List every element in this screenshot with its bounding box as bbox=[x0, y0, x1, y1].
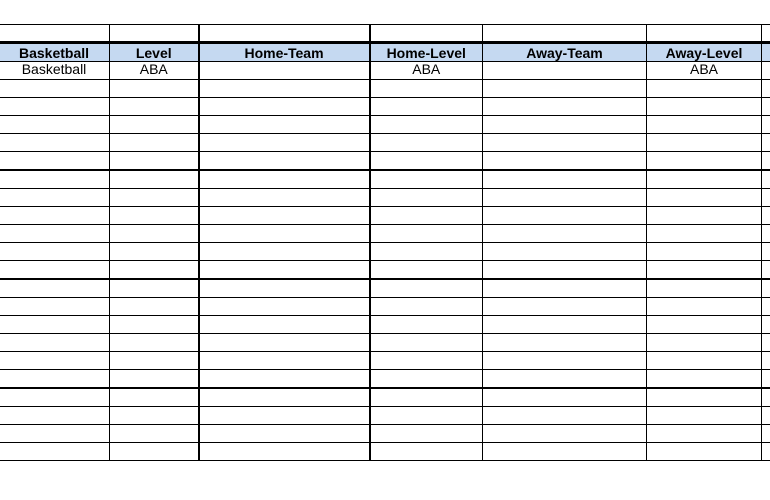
cell[interactable] bbox=[370, 352, 483, 370]
cell[interactable] bbox=[110, 207, 199, 225]
cell[interactable] bbox=[110, 352, 199, 370]
header-home-team[interactable]: Home-Team bbox=[199, 43, 370, 62]
cell[interactable] bbox=[199, 443, 370, 461]
header-basketball[interactable]: Basketball bbox=[0, 43, 110, 62]
cell[interactable] bbox=[110, 243, 199, 261]
cell-level[interactable]: ABA bbox=[110, 62, 199, 80]
top-blank-row bbox=[0, 25, 770, 43]
cell[interactable] bbox=[370, 425, 483, 443]
cell[interactable] bbox=[483, 134, 647, 152]
table-row bbox=[0, 316, 770, 334]
cell[interactable] bbox=[0, 134, 110, 152]
cell[interactable] bbox=[647, 261, 762, 280]
cell[interactable] bbox=[0, 98, 110, 116]
cell-home-team[interactable] bbox=[199, 62, 370, 80]
cell-extra[interactable] bbox=[762, 62, 770, 80]
cell[interactable] bbox=[199, 425, 370, 443]
cell[interactable] bbox=[762, 189, 770, 207]
cell[interactable] bbox=[0, 334, 110, 352]
cell[interactable] bbox=[483, 116, 647, 134]
cell[interactable] bbox=[762, 170, 770, 189]
cell[interactable] bbox=[0, 80, 110, 98]
cell[interactable] bbox=[762, 98, 770, 116]
cell[interactable] bbox=[483, 279, 647, 298]
spreadsheet-table bbox=[0, 24, 770, 461]
cell[interactable] bbox=[647, 189, 762, 207]
table-row bbox=[0, 388, 770, 407]
cell[interactable] bbox=[762, 316, 770, 334]
cell[interactable] bbox=[647, 425, 762, 443]
cell[interactable] bbox=[0, 279, 110, 298]
cell[interactable] bbox=[762, 225, 770, 243]
cell[interactable] bbox=[762, 207, 770, 225]
cell[interactable] bbox=[370, 116, 483, 134]
cell[interactable] bbox=[370, 25, 483, 43]
cell[interactable] bbox=[483, 25, 647, 43]
cell[interactable] bbox=[0, 298, 110, 316]
header-row bbox=[0, 43, 770, 62]
table-row bbox=[0, 370, 770, 389]
cell[interactable] bbox=[647, 443, 762, 461]
cell[interactable] bbox=[370, 225, 483, 243]
cell[interactable] bbox=[762, 80, 770, 98]
cell[interactable] bbox=[370, 243, 483, 261]
cell[interactable] bbox=[483, 298, 647, 316]
cell[interactable] bbox=[199, 243, 370, 261]
cell[interactable] bbox=[647, 207, 762, 225]
cell[interactable] bbox=[199, 279, 370, 298]
cell[interactable] bbox=[370, 98, 483, 116]
header-level[interactable]: Level bbox=[110, 43, 199, 62]
cell[interactable] bbox=[0, 25, 110, 43]
cell[interactable] bbox=[199, 407, 370, 425]
cell[interactable] bbox=[110, 80, 199, 98]
cell[interactable] bbox=[199, 25, 370, 43]
cell[interactable] bbox=[762, 388, 770, 407]
cell[interactable] bbox=[483, 388, 647, 407]
cell[interactable] bbox=[110, 116, 199, 134]
cell[interactable] bbox=[483, 225, 647, 243]
cell[interactable] bbox=[0, 425, 110, 443]
table-row bbox=[0, 98, 770, 116]
cell[interactable] bbox=[762, 425, 770, 443]
table-row bbox=[0, 225, 770, 243]
cell[interactable] bbox=[199, 98, 370, 116]
cell[interactable] bbox=[370, 207, 483, 225]
cell[interactable] bbox=[762, 116, 770, 134]
cell[interactable] bbox=[762, 443, 770, 461]
table-row bbox=[0, 189, 770, 207]
cell[interactable] bbox=[110, 316, 199, 334]
cell[interactable] bbox=[199, 388, 370, 407]
cell[interactable] bbox=[370, 443, 483, 461]
cell[interactable] bbox=[762, 25, 770, 43]
cell[interactable] bbox=[199, 298, 370, 316]
cell[interactable] bbox=[647, 279, 762, 298]
table-row bbox=[0, 298, 770, 316]
cell[interactable] bbox=[647, 352, 762, 370]
cell[interactable] bbox=[483, 170, 647, 189]
cell[interactable] bbox=[762, 261, 770, 280]
cell[interactable] bbox=[110, 189, 199, 207]
cell[interactable] bbox=[370, 170, 483, 189]
cell[interactable] bbox=[647, 388, 762, 407]
table-row bbox=[0, 407, 770, 425]
cell[interactable] bbox=[0, 388, 110, 407]
cell[interactable] bbox=[483, 98, 647, 116]
cell[interactable] bbox=[110, 279, 199, 298]
cell[interactable] bbox=[647, 370, 762, 389]
table-row bbox=[0, 116, 770, 134]
cell[interactable] bbox=[647, 152, 762, 171]
cell[interactable] bbox=[0, 243, 110, 261]
cell[interactable] bbox=[647, 298, 762, 316]
cell[interactable] bbox=[0, 225, 110, 243]
cell[interactable] bbox=[647, 116, 762, 134]
cell[interactable] bbox=[370, 189, 483, 207]
cell[interactable] bbox=[647, 80, 762, 98]
cell[interactable] bbox=[0, 370, 110, 389]
cell[interactable] bbox=[483, 334, 647, 352]
cell[interactable] bbox=[370, 80, 483, 98]
table-row bbox=[0, 62, 770, 80]
cell[interactable] bbox=[0, 116, 110, 134]
cell[interactable] bbox=[0, 352, 110, 370]
cell[interactable] bbox=[110, 425, 199, 443]
cell[interactable] bbox=[199, 116, 370, 134]
table-row bbox=[0, 425, 770, 443]
cell[interactable] bbox=[370, 134, 483, 152]
cell[interactable] bbox=[647, 98, 762, 116]
cell[interactable] bbox=[110, 25, 199, 43]
cell[interactable] bbox=[0, 189, 110, 207]
cell[interactable] bbox=[370, 334, 483, 352]
cell[interactable] bbox=[110, 152, 199, 171]
cell[interactable] bbox=[110, 334, 199, 352]
cell[interactable] bbox=[370, 388, 483, 407]
table-row bbox=[0, 279, 770, 298]
cell[interactable] bbox=[483, 352, 647, 370]
cell[interactable] bbox=[110, 388, 199, 407]
cell[interactable] bbox=[199, 134, 370, 152]
table-row bbox=[0, 352, 770, 370]
cell[interactable] bbox=[0, 207, 110, 225]
cell-away-level[interactable]: ABA bbox=[647, 62, 762, 80]
cell[interactable] bbox=[370, 152, 483, 171]
table-row bbox=[0, 243, 770, 261]
cell[interactable] bbox=[199, 225, 370, 243]
cell[interactable] bbox=[0, 443, 110, 461]
cell[interactable] bbox=[483, 425, 647, 443]
cell[interactable] bbox=[647, 170, 762, 189]
table-row bbox=[0, 261, 770, 280]
table-row bbox=[0, 152, 770, 171]
cell[interactable] bbox=[199, 261, 370, 280]
cell[interactable] bbox=[647, 243, 762, 261]
header-away-team[interactable]: Away-Team bbox=[483, 43, 647, 62]
cell[interactable] bbox=[762, 334, 770, 352]
cell[interactable] bbox=[0, 316, 110, 334]
table-row bbox=[0, 80, 770, 98]
cell[interactable] bbox=[199, 370, 370, 389]
cell[interactable] bbox=[483, 370, 647, 389]
cell[interactable] bbox=[110, 134, 199, 152]
cell[interactable] bbox=[483, 443, 647, 461]
cell[interactable] bbox=[0, 261, 110, 280]
cell[interactable] bbox=[483, 243, 647, 261]
cell[interactable] bbox=[370, 407, 483, 425]
cell[interactable] bbox=[0, 152, 110, 171]
cell[interactable] bbox=[647, 25, 762, 43]
cell[interactable] bbox=[199, 316, 370, 334]
cell[interactable] bbox=[199, 207, 370, 225]
cell[interactable] bbox=[762, 134, 770, 152]
cell[interactable] bbox=[647, 225, 762, 243]
table-row bbox=[0, 443, 770, 461]
cell[interactable] bbox=[110, 261, 199, 280]
cell[interactable] bbox=[483, 261, 647, 280]
cell[interactable] bbox=[483, 407, 647, 425]
cell[interactable] bbox=[762, 407, 770, 425]
cell[interactable] bbox=[647, 407, 762, 425]
cell[interactable] bbox=[762, 298, 770, 316]
cell[interactable] bbox=[647, 334, 762, 352]
cell[interactable] bbox=[110, 443, 199, 461]
cell[interactable] bbox=[762, 243, 770, 261]
cell[interactable] bbox=[370, 316, 483, 334]
header-home-level[interactable]: Home-Level bbox=[370, 43, 483, 62]
cell[interactable] bbox=[647, 134, 762, 152]
cell[interactable] bbox=[110, 370, 199, 389]
cell[interactable] bbox=[483, 207, 647, 225]
cell[interactable] bbox=[370, 370, 483, 389]
cell[interactable] bbox=[199, 352, 370, 370]
cell[interactable] bbox=[483, 152, 647, 171]
cell[interactable] bbox=[0, 407, 110, 425]
cell-home-level[interactable]: ABA bbox=[370, 62, 483, 80]
cell[interactable] bbox=[370, 298, 483, 316]
cell[interactable] bbox=[762, 152, 770, 171]
table-row bbox=[0, 170, 770, 189]
cell[interactable] bbox=[199, 80, 370, 98]
cell[interactable] bbox=[110, 225, 199, 243]
cell[interactable] bbox=[370, 261, 483, 280]
cell[interactable] bbox=[110, 170, 199, 189]
cell[interactable] bbox=[370, 279, 483, 298]
cell[interactable] bbox=[110, 98, 199, 116]
cell[interactable] bbox=[0, 170, 110, 189]
cell-away-team[interactable] bbox=[483, 62, 647, 80]
cell[interactable] bbox=[199, 334, 370, 352]
cell-sport[interactable]: Basketball bbox=[0, 62, 110, 80]
cell[interactable] bbox=[199, 189, 370, 207]
header-extra[interactable] bbox=[762, 43, 770, 62]
cell[interactable] bbox=[199, 170, 370, 189]
cell[interactable] bbox=[483, 80, 647, 98]
cell[interactable] bbox=[199, 152, 370, 171]
cell[interactable] bbox=[110, 407, 199, 425]
cell[interactable] bbox=[762, 370, 770, 389]
cell[interactable] bbox=[483, 189, 647, 207]
cell[interactable] bbox=[647, 316, 762, 334]
cell[interactable] bbox=[762, 352, 770, 370]
cell[interactable] bbox=[762, 279, 770, 298]
table-row bbox=[0, 134, 770, 152]
header-away-level[interactable]: Away-Level bbox=[647, 43, 762, 62]
table-row bbox=[0, 207, 770, 225]
cell[interactable] bbox=[483, 316, 647, 334]
table-row bbox=[0, 334, 770, 352]
cell[interactable] bbox=[110, 298, 199, 316]
